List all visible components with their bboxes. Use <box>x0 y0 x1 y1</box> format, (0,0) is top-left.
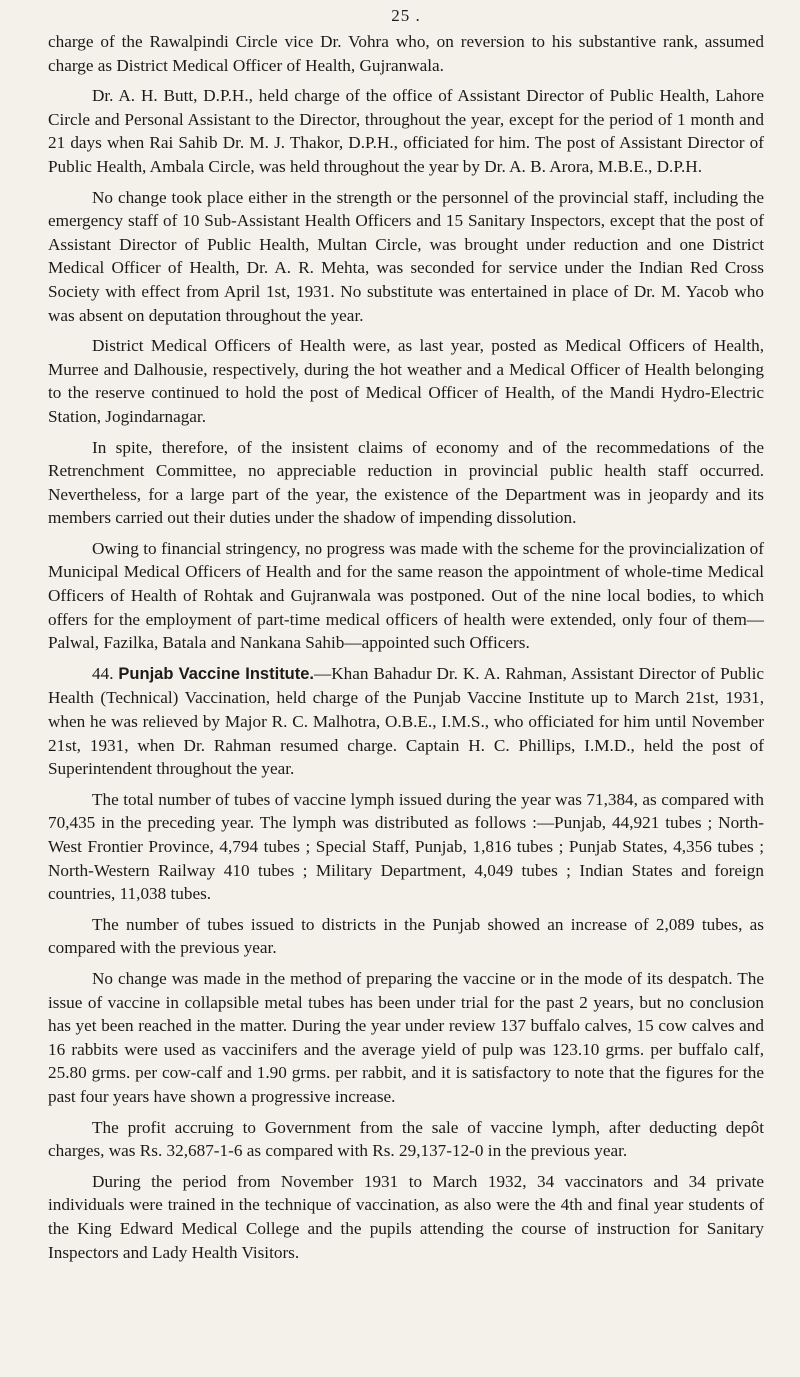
paragraph-district-officers: District Medical Officers of Health were, as last year, posted as Medical Officers of Health, Murree and Dalhousie, respectively, during the hot weather and a Medical Officer of Health belonging to the reserve continued to hold the post of Medical Officer of Health, of the Mandi Hydro-Electric Station, Jogindarnagar. <box>48 336 764 426</box>
paragraph-profit: The profit accruing to Government from the sale of vaccine lymph, after deducting depôt charges, was Rs. 32,687-1-6 as compared with Rs. 29,137-12-0 in the previous year. <box>48 1117 764 1161</box>
section-44-paragraph <box>48 662 764 781</box>
paragraph-rawalpindi-charge: charge of the Rawalpindi Circle vice Dr. Vohra who, on reversion to his substantive rank, assumed charge as District Medical Officer of Health, Gujranwala. <box>48 32 764 75</box>
paragraph-district-increase: The number of tubes issued to districts in the Punjab showed an increase of 2,089 tubes, as compared with the previous year. <box>48 914 764 958</box>
paragraph-training: During the period from November 1931 to March 1932, 34 vaccinators and 34 private individuals were trained in the technique of vaccination, as also were the 4th and final year students of the King Edward Medical College and the pupils attending the course of instruction for Sanitary Inspectors and Lady Health Visitors. <box>48 1171 764 1262</box>
paragraph-provincial-staff: No change took place either in the strength or the personnel of the provincial staff, including the emergency staff of 10 Sub-Assistant Health Officers and 15 Sanitary Inspectors, except that the post of Assistant Director of Public Health, Multan Circle, was brought under reduction and one District Medical Officer of Health, Dr. A. R. Mehta, was seconded for service under the Indian Red Cross Society with effect from April 1st, 1931. No substitute was entertained in place of Dr. M. Yacob who was absent on deputation throughout the year. <box>48 187 764 325</box>
section-44-number: 44. <box>92 663 114 683</box>
paragraph-financial-stringency: Owing to financial stringency, no progress was made with the scheme for the provincialization of Municipal Medical Officers of Health and for the same reason the appointment of whole-time Medical Officers of Health of Rohtak and Gujranwala was postponed. Out of the nine local bodies, to which offers for the employment of part-time medical officers of health were extended, only four of them—Palwal, Fazilka, Batala and Nankana Sahib—appointed such Officers. <box>48 538 764 653</box>
paragraph-retrenchment: In spite, therefore, of the insistent claims of economy and of the recommedations of the Retrenchment Committee, no appreciable reduction in provincial public health staff occurred. Nevertheless, for a large part of the year, the existence of the Department was in jeopardy and its members carried out their duties under the shadow of impending dissolution. <box>48 437 764 528</box>
paragraph-vaccine-method: No change was made in the method of preparing the vaccine or in the mode of its despatch. The issue of vaccine in collapsible metal tubes has been under trial for the past 2 years, but no conclusion has yet been reached in the matter. During the year under review 137 buffalo calves, 15 cow calves and 16 rabbits were used as vaccinifers and the average yield of pulp was 123.10 grms. per buffalo calf, 25.80 grms. per cow-calf and 1.90 grms. per rabbit, and it is satisfactory to note that the figures for the past four years have shown a progressive increase. <box>48 968 764 1106</box>
paragraph-lymph-tubes: The total number of tubes of vaccine lymph issued during the year was 71,384, as compared with 70,435 in the preceding year. The lymph was distributed as follows :—Punjab, 44,921 tubes ; North-West Frontier Province, 4,794 tubes ; Special Staff, Punjab, 1,816 tubes ; Punjab States, 4,356 tubes ; North-Western Railway 410 tubes ; Military Department, 4,049 tubes ; Indian States and foreign countries, 11,038 tubes. <box>48 789 764 904</box>
section-44-intro: —Khan Bahadur Dr. K. A. Rahman, Assistant Director of Public Health (Technical) Vaccination, held charge of the Punjab Vaccine Institute up to March 21st, 1931, when he was relieved by Major R. C. Malhotra, O.B.E., I.M.S., who officiated for him until November 21st, 1931, when Dr. Rahman resumed charge. Captain H. C. Phillips, I.M.D., held the post of Superintendent throughout the year. <box>48 663 764 779</box>
paragraph-lahore-circle: Dr. A. H. Butt, D.P.H., held charge of the office of Assistant Director of Public Health, Lahore Circle and Personal Assistant to the Director, throughout the year, except for the period of 1 month and 21 days when Rai Sahib Dr. M. J. Thakor, D.P.H., officiated for him. The post of Assistant Director of Public Health, Ambala Circle, was held throughout the year by Dr. A. B. Arora, M.B.E., D.P.H. <box>48 86 764 176</box>
section-44-heading: Punjab Vaccine Institute. <box>118 664 315 683</box>
page-number: 25 . <box>391 6 421 25</box>
